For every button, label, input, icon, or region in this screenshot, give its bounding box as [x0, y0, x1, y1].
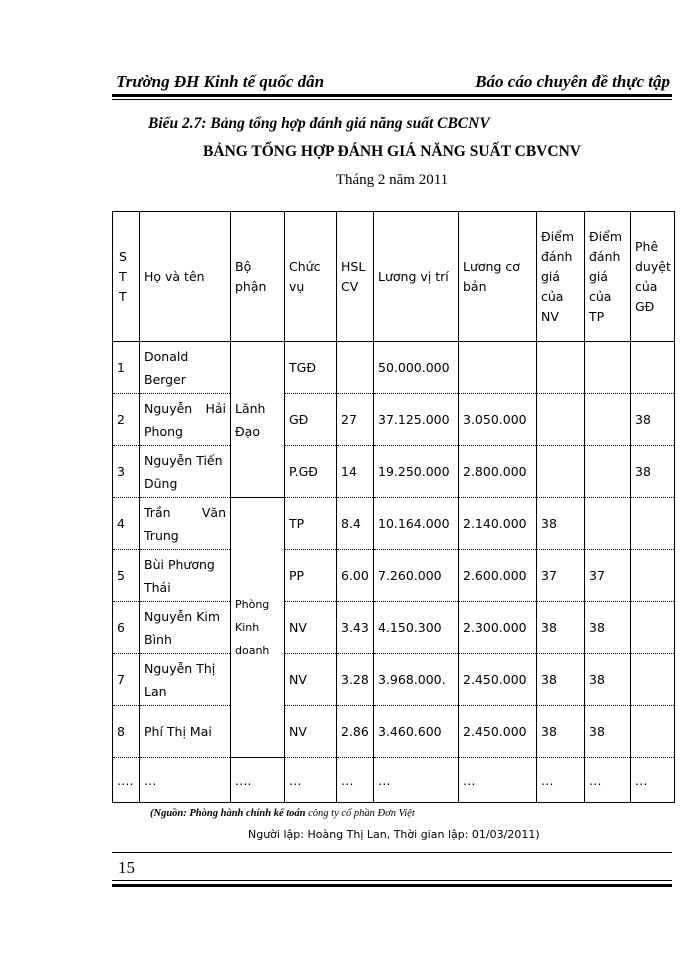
creator-note: Người lập: Hoàng Thị Lan, Thời gian lập: 01/03/2011)	[248, 828, 540, 841]
table-row	[113, 706, 675, 758]
cell-salary-base: 2.140.000	[459, 498, 537, 550]
cell-stt: ….	[113, 758, 140, 803]
cell-hslcv: 14	[337, 446, 374, 498]
cell-stt: 4	[113, 498, 140, 550]
footer-rule-thick	[112, 884, 672, 887]
cell-name: Nguyễn Kim Bình	[140, 602, 231, 654]
cell-hslcv: 3.43	[337, 602, 374, 654]
cell-salary-position: 19.250.000	[374, 446, 459, 498]
cell-name: Donald Berger	[140, 342, 231, 394]
header-report-type: Báo cáo chuyên đề thực tập	[475, 72, 670, 91]
table-row	[113, 654, 675, 706]
cell-position: TGĐ	[285, 342, 337, 394]
cell-stt: 8	[113, 706, 140, 758]
header-rule	[112, 94, 672, 97]
cell-score-nv: 38	[537, 654, 585, 706]
table-caption: Biểu 2.7: Bảng tổng hợp đánh giá năng suất CBCNV	[148, 115, 490, 132]
cell-score-tp	[585, 498, 631, 550]
cell-score-tp	[585, 446, 631, 498]
header-school: Trường ĐH Kinh tế quốc dân	[116, 72, 325, 91]
cell-approval: 38	[631, 394, 675, 446]
table-row	[113, 446, 675, 498]
cell-salary-base: 2.450.000	[459, 654, 537, 706]
cell-stt: 3	[113, 446, 140, 498]
cell-score-nv: …	[537, 758, 585, 803]
cell-score-tp	[585, 342, 631, 394]
col-header-director-approval: Phê duyệt của GĐ	[631, 212, 675, 342]
cell-score-tp: 38	[585, 654, 631, 706]
cell-score-tp: 37	[585, 550, 631, 602]
cell-position: PP	[285, 550, 337, 602]
cell-salary-position: 50.000.000	[374, 342, 459, 394]
cell-position: …	[285, 758, 337, 803]
cell-score-tp	[585, 394, 631, 446]
cell-score-nv: 38	[537, 498, 585, 550]
col-header-department: Bộ phận	[231, 212, 285, 342]
table-row	[113, 550, 675, 602]
source-company: công ty cổ phần Đơn Việt	[305, 808, 415, 819]
cell-salary-position: …	[374, 758, 459, 803]
cell-salary-position: 10.164.000	[374, 498, 459, 550]
cell-stt: 1	[113, 342, 140, 394]
cell-hslcv: 27	[337, 394, 374, 446]
cell-salary-base: 2.800.000	[459, 446, 537, 498]
cell-position: TP	[285, 498, 337, 550]
cell-approval	[631, 706, 675, 758]
cell-name: …	[140, 758, 231, 803]
cell-department: Phòng Kinh doanh	[231, 498, 285, 758]
table-row	[113, 394, 675, 446]
evaluation-table	[112, 211, 675, 803]
col-header-hslcv: HSLCV	[337, 212, 374, 342]
col-header-position: Chức vụ	[285, 212, 337, 342]
cell-name: Trần Văn Trung	[140, 498, 231, 550]
cell-approval: 38	[631, 446, 675, 498]
cell-approval	[631, 602, 675, 654]
cell-name: Nguyễn Hải Phong	[140, 394, 231, 446]
col-header-stt: STT	[113, 212, 140, 342]
cell-name: Bùi Phương Thái	[140, 550, 231, 602]
cell-salary-position: 4.150.300	[374, 602, 459, 654]
cell-hslcv: …	[337, 758, 374, 803]
cell-stt: 6	[113, 602, 140, 654]
cell-salary-position: 7.260.000	[374, 550, 459, 602]
cell-approval	[631, 654, 675, 706]
cell-salary-position: 37.125.000	[374, 394, 459, 446]
cell-approval	[631, 498, 675, 550]
source-label: (Nguồn: Phòng hành chính kế toán	[150, 808, 306, 819]
cell-hslcv	[337, 342, 374, 394]
cell-approval	[631, 342, 675, 394]
cell-stt: 5	[113, 550, 140, 602]
cell-salary-base: 2.600.000	[459, 550, 537, 602]
header-rule-thin	[112, 99, 672, 100]
cell-hslcv: 3.28	[337, 654, 374, 706]
cell-score-tp: 38	[585, 602, 631, 654]
cell-score-nv	[537, 446, 585, 498]
col-header-score-tp: Điểm đánh giá của TP	[585, 212, 631, 342]
cell-score-nv: 37	[537, 550, 585, 602]
cell-stt: 7	[113, 654, 140, 706]
cell-salary-base	[459, 342, 537, 394]
cell-position: NV	[285, 602, 337, 654]
cell-score-tp: 38	[585, 706, 631, 758]
table-row	[113, 342, 675, 394]
footer-rule-thin	[112, 880, 672, 881]
cell-score-nv: 38	[537, 602, 585, 654]
table-row-ellipsis	[113, 758, 675, 803]
page-number: 15	[118, 858, 135, 877]
col-header-salary-base: Lương cơ bản	[459, 212, 537, 342]
table-title: BẢNG TỔNG HỢP ĐÁNH GIÁ NĂNG SUẤT CBVCNV	[203, 143, 581, 160]
cell-position: NV	[285, 706, 337, 758]
cell-salary-base: …	[459, 758, 537, 803]
cell-salary-base: 2.300.000	[459, 602, 537, 654]
cell-stt: 2	[113, 394, 140, 446]
cell-score-nv: 38	[537, 706, 585, 758]
cell-hslcv: 2.86	[337, 706, 374, 758]
cell-salary-position: 3.460.600	[374, 706, 459, 758]
cell-position: P.GĐ	[285, 446, 337, 498]
cell-approval: …	[631, 758, 675, 803]
cell-hslcv: 8.4	[337, 498, 374, 550]
cell-score-nv	[537, 342, 585, 394]
cell-salary-base: 2.450.000	[459, 706, 537, 758]
source-note	[150, 808, 415, 819]
cell-position: GĐ	[285, 394, 337, 446]
cell-name: Nguyễn Tiến Dũng	[140, 446, 231, 498]
table-row	[113, 498, 675, 550]
cell-department: ….	[231, 758, 285, 803]
col-header-score-nv: Điểm đánh giá của NV	[537, 212, 585, 342]
cell-department: Lãnh Đạo	[231, 342, 285, 498]
cell-salary-base: 3.050.000	[459, 394, 537, 446]
table-header-row	[113, 212, 675, 342]
cell-approval	[631, 550, 675, 602]
cell-score-nv	[537, 394, 585, 446]
footer-rule	[112, 852, 672, 853]
col-header-name: Họ và tên	[140, 212, 231, 342]
table-row	[113, 602, 675, 654]
cell-score-tp: …	[585, 758, 631, 803]
cell-name: Nguyễn Thị Lan	[140, 654, 231, 706]
cell-salary-position: 3.968.000.	[374, 654, 459, 706]
table-subtitle: Tháng 2 năm 2011	[335, 172, 449, 188]
col-header-salary-position: Lương vị trí	[374, 212, 459, 342]
cell-name: Phí Thị Mai	[140, 706, 231, 758]
cell-hslcv: 6.00	[337, 550, 374, 602]
cell-position: NV	[285, 654, 337, 706]
